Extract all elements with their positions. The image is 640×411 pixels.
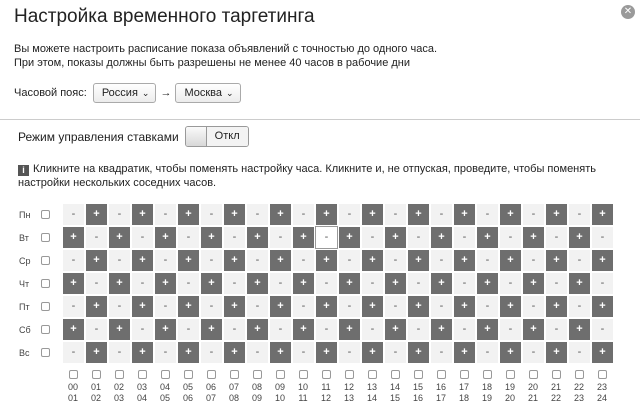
hour-cell[interactable]: + [63,319,84,340]
hour-cell[interactable]: - [385,342,406,363]
hour-cell[interactable]: + [63,227,84,248]
hour-start-label: 02 [113,382,124,392]
hour-start-label: 18 [481,382,492,392]
hour-start-label: 14 [389,382,400,392]
hour-start-label: 10 [297,382,308,392]
hour-cell[interactable]: + [86,250,107,271]
hour-cell[interactable]: + [132,204,153,225]
hour-cell[interactable]: + [339,273,360,294]
hour-cell[interactable]: + [316,204,337,225]
hour-cell[interactable]: - [431,250,452,271]
hour-start-label: 07 [228,382,239,392]
dialog-title: Настройка временного таргетинга [14,6,315,27]
hour-cell[interactable]: - [293,250,314,271]
hour-cell[interactable]: - [546,319,567,340]
hour-cell[interactable]: + [477,319,498,340]
hour-cell[interactable]: - [247,342,268,363]
hour-checkbox[interactable] [92,370,101,379]
info-icon: i [18,165,29,176]
hour-cell[interactable]: - [523,296,544,317]
hour-start-label: 17 [458,382,469,392]
hour-cell[interactable]: - [63,250,84,271]
hour-checkbox[interactable] [184,370,193,379]
close-icon[interactable]: ✕ [621,5,635,19]
hour-cell[interactable]: - [362,273,383,294]
hour-checkbox[interactable] [598,370,607,379]
hour-cell[interactable]: - [316,227,337,248]
hour-cell[interactable]: + [431,227,452,248]
hour-end-label: 20 [504,393,515,403]
hour-cell[interactable]: + [362,250,383,271]
hour-cell[interactable]: - [224,273,245,294]
hour-cell[interactable]: - [385,250,406,271]
hour-checkbox[interactable] [414,370,423,379]
hour-start-label: 09 [274,382,285,392]
hour-start-label: 21 [550,382,561,392]
hour-cell[interactable]: - [293,342,314,363]
hour-cell[interactable]: + [408,296,429,317]
hour-cell[interactable]: + [408,204,429,225]
hour-checkbox[interactable] [391,370,400,379]
hour-cell[interactable]: + [224,250,245,271]
hour-cell[interactable]: + [247,227,268,248]
hour-cell[interactable]: + [155,227,176,248]
hour-end-label: 10 [274,393,285,403]
hour-cell[interactable]: - [86,227,107,248]
hour-cell[interactable]: + [477,227,498,248]
hour-cell[interactable]: + [500,204,521,225]
hour-cell[interactable]: + [569,227,590,248]
hour-cell[interactable]: + [86,342,107,363]
country-value: Россия [101,87,138,99]
hour-checkbox[interactable] [276,370,285,379]
hour-cell[interactable]: + [132,250,153,271]
info-text: Кликните на квадратик, чтобы поменять настройку часа. Кликните и, не отпуская, проведите, чтобы поменять настройки нескольких соседних часов. [18,163,596,189]
hour-end-label: 07 [205,393,216,403]
hour-cell[interactable]: + [270,296,291,317]
hour-cell[interactable]: + [385,227,406,248]
city-value: Москва [184,87,223,99]
hour-cell[interactable]: - [431,204,452,225]
hour-cell[interactable]: - [592,227,613,248]
hour-cell[interactable]: - [63,296,84,317]
hour-cell[interactable]: - [362,227,383,248]
hour-cell[interactable]: - [546,273,567,294]
hour-end-label: 12 [320,393,331,403]
hour-checkbox[interactable] [115,370,124,379]
hour-cell[interactable]: - [224,319,245,340]
hour-cell[interactable]: - [247,296,268,317]
hour-end-label: 03 [113,393,124,403]
hour-cell[interactable]: - [132,273,153,294]
hour-start-label: 00 [67,382,78,392]
hour-cell[interactable]: + [247,319,268,340]
hour-cell[interactable]: - [569,342,590,363]
hour-cell[interactable]: - [569,204,590,225]
hour-cell[interactable]: - [293,204,314,225]
hour-start-label: 05 [182,382,193,392]
hour-start-label: 20 [527,382,538,392]
hour-cell[interactable]: + [592,296,613,317]
hour-cell[interactable]: + [293,227,314,248]
day-label: Сб [19,325,31,335]
timezone-row [14,83,241,103]
hour-checkbox[interactable] [552,370,561,379]
hour-cell[interactable]: + [224,296,245,317]
hour-cell[interactable]: + [316,342,337,363]
hour-cell[interactable]: - [270,273,291,294]
hour-cell[interactable]: - [201,342,222,363]
hour-cell[interactable]: + [592,250,613,271]
hour-cell[interactable]: - [270,319,291,340]
hour-start-label: 08 [251,382,262,392]
hour-cell[interactable]: + [408,250,429,271]
hour-end-label: 21 [527,393,538,403]
hour-cell[interactable]: + [385,273,406,294]
hour-cell[interactable]: - [569,250,590,271]
hour-start-label: 19 [504,382,515,392]
hour-start-label: 16 [435,382,446,392]
day-label: Ср [19,256,31,266]
hour-end-label: 18 [458,393,469,403]
hour-cell[interactable]: - [546,227,567,248]
day-checkbox[interactable] [41,210,50,219]
hour-cell[interactable]: + [408,342,429,363]
hour-cell[interactable]: + [546,342,567,363]
hour-cell[interactable]: + [201,227,222,248]
hour-start-label: 11 [321,382,331,392]
hour-cell[interactable]: + [592,342,613,363]
bid-mode-label: Режим управления ставками [18,129,179,144]
hour-end-label: 08 [228,393,239,403]
hour-cell[interactable]: + [270,250,291,271]
hour-cell[interactable]: + [270,204,291,225]
hour-cell[interactable]: + [86,204,107,225]
hour-checkbox[interactable] [253,370,262,379]
hour-cell[interactable]: + [454,204,475,225]
hour-cell[interactable]: - [155,342,176,363]
hour-checkbox[interactable] [299,370,308,379]
hour-end-label: 17 [435,393,446,403]
hour-checkbox[interactable] [322,370,331,379]
hour-cell[interactable]: - [339,296,360,317]
hour-end-label: 06 [182,393,193,403]
hour-cell[interactable]: + [523,273,544,294]
hour-end-label: 23 [573,393,584,403]
hour-cell[interactable]: - [178,227,199,248]
hour-cell[interactable]: + [339,227,360,248]
hour-cell[interactable]: - [201,296,222,317]
hour-checkbox[interactable] [575,370,584,379]
hour-cell[interactable]: + [178,342,199,363]
hour-cell[interactable]: + [339,319,360,340]
hour-cell[interactable]: + [546,296,567,317]
hour-cell[interactable]: - [431,342,452,363]
day-checkbox[interactable] [41,233,50,242]
hour-cell[interactable]: + [201,273,222,294]
hour-cell[interactable]: + [155,319,176,340]
hour-end-label: 13 [343,393,354,403]
hour-cell[interactable]: + [385,319,406,340]
hour-cell[interactable]: - [500,319,521,340]
hour-end-label: 04 [136,393,147,403]
timezone-label: Часовой пояс: [14,87,87,99]
hour-cell[interactable]: - [592,319,613,340]
hour-cell[interactable]: - [270,227,291,248]
hour-checkbox[interactable] [69,370,78,379]
hour-cell[interactable]: + [224,342,245,363]
hour-cell[interactable]: + [86,296,107,317]
hour-cell[interactable]: + [132,296,153,317]
hour-cell[interactable]: - [385,296,406,317]
section-divider [0,119,640,120]
hour-cell[interactable]: + [178,296,199,317]
hour-end-label: 02 [90,393,101,403]
info-hint [18,162,608,190]
hour-start-label: 15 [412,382,423,392]
hour-cell[interactable]: - [454,319,475,340]
day-checkbox[interactable] [41,348,50,357]
hour-cell[interactable]: - [477,250,498,271]
hour-cell[interactable]: + [63,273,84,294]
bid-mode-row [18,126,249,147]
hour-cell[interactable]: - [408,273,429,294]
hour-cell[interactable]: - [178,273,199,294]
country-select[interactable] [93,83,157,103]
hour-cell[interactable]: - [155,250,176,271]
hour-cell[interactable]: - [109,296,130,317]
hour-cell[interactable]: + [477,273,498,294]
description-line-2: При этом, показы должны быть разрешены не менее 40 часов в рабочие дни [14,57,411,69]
toggle-state: Откл [207,127,248,146]
hour-checkbox[interactable] [483,370,492,379]
hour-cell[interactable]: + [247,273,268,294]
hour-cell[interactable]: + [178,204,199,225]
hour-start-label: 01 [90,382,101,392]
chevron-down-icon: ⌄ [226,88,234,98]
day-checkbox[interactable] [41,325,50,334]
hour-cell[interactable]: + [362,296,383,317]
hour-cell[interactable]: - [339,342,360,363]
hour-cell[interactable]: - [523,250,544,271]
hour-cell[interactable]: - [132,227,153,248]
hour-cell[interactable]: + [500,250,521,271]
hour-cell[interactable]: + [178,250,199,271]
dialog-description [14,42,437,70]
hour-end-label: 24 [596,393,607,403]
hour-cell[interactable]: + [523,319,544,340]
hour-start-label: 22 [573,382,584,392]
hour-end-label: 15 [389,393,400,403]
hour-cell[interactable]: - [477,204,498,225]
hour-checkbox[interactable] [161,370,170,379]
hour-checkbox[interactable] [230,370,239,379]
hour-end-label: 11 [298,393,308,403]
city-select[interactable] [175,83,240,103]
hour-cell[interactable]: + [454,296,475,317]
day-label: Чт [19,279,30,289]
description-line-1: Вы можете настроить расписание показа объявлений с точностью до одного часа. [14,43,438,55]
hour-cell[interactable]: - [316,273,337,294]
hour-cell[interactable]: - [155,204,176,225]
hour-checkbox[interactable] [529,370,538,379]
hour-cell[interactable]: + [569,319,590,340]
hour-cell[interactable]: + [109,273,130,294]
hour-cell[interactable]: + [293,273,314,294]
hour-cell[interactable]: - [339,250,360,271]
hour-cell[interactable]: - [454,227,475,248]
hour-cell[interactable]: - [132,319,153,340]
chevron-down-icon: ⌄ [141,88,150,98]
day-checkbox[interactable] [41,279,50,288]
hour-cell[interactable]: + [362,342,383,363]
hour-cell[interactable]: - [86,319,107,340]
hour-cell[interactable]: - [385,204,406,225]
hour-cell[interactable]: - [109,250,130,271]
hour-cell[interactable]: - [109,342,130,363]
hour-cell[interactable]: - [477,296,498,317]
hour-cell[interactable]: - [293,296,314,317]
hour-cell[interactable]: + [500,296,521,317]
hour-end-label: 22 [550,393,561,403]
day-label: Вт [19,233,29,243]
hour-cell[interactable]: - [454,273,475,294]
hour-cell[interactable]: + [109,319,130,340]
hour-checkbox[interactable] [460,370,469,379]
hour-start-label: 23 [596,382,607,392]
hour-cell[interactable]: - [247,250,268,271]
day-label: Пт [19,302,30,312]
hour-checkbox[interactable] [368,370,377,379]
hour-cell[interactable]: - [431,296,452,317]
hour-cell[interactable]: - [569,296,590,317]
hour-checkbox[interactable] [138,370,147,379]
hour-cell[interactable]: - [316,319,337,340]
hour-end-label: 05 [159,393,170,403]
hour-cell[interactable]: - [477,342,498,363]
day-checkbox[interactable] [41,302,50,311]
hour-start-label: 12 [343,382,354,392]
hour-cell[interactable]: - [362,319,383,340]
hour-cell[interactable]: - [178,319,199,340]
hour-cell[interactable]: - [339,204,360,225]
hour-cell[interactable]: + [270,342,291,363]
bid-mode-toggle[interactable] [185,126,249,147]
hour-cell[interactable]: + [523,227,544,248]
hour-cell[interactable]: + [454,250,475,271]
hour-cell[interactable]: - [408,227,429,248]
hour-cell[interactable]: - [500,227,521,248]
hour-cell[interactable]: + [454,342,475,363]
hour-cell[interactable]: - [63,342,84,363]
hour-cell[interactable]: - [109,204,130,225]
hour-cell[interactable]: + [293,319,314,340]
hour-cell[interactable]: - [155,296,176,317]
hour-cell[interactable]: - [592,273,613,294]
hour-cell[interactable]: + [592,204,613,225]
hour-cell[interactable]: - [523,342,544,363]
hour-start-label: 04 [159,382,170,392]
hour-cell[interactable]: + [201,319,222,340]
hour-end-label: 01 [67,393,78,403]
hour-cell[interactable]: - [201,250,222,271]
arrow-right-icon: → [160,87,172,99]
hour-checkbox[interactable] [207,370,216,379]
hour-cell[interactable]: + [316,296,337,317]
hour-end-label: 09 [251,393,262,403]
day-label: Пн [19,210,31,220]
hour-cell[interactable]: + [362,204,383,225]
hour-cell[interactable]: + [431,273,452,294]
hour-cell[interactable]: + [155,273,176,294]
hour-cell[interactable]: - [523,204,544,225]
hour-start-label: 06 [205,382,216,392]
hour-cell[interactable]: - [86,273,107,294]
hour-checkbox[interactable] [506,370,515,379]
hour-cell[interactable]: + [431,319,452,340]
hour-cell[interactable]: + [500,342,521,363]
hour-cell[interactable]: - [247,204,268,225]
toggle-knob[interactable] [186,127,207,146]
hour-end-label: 14 [366,393,377,403]
day-checkbox[interactable] [41,256,50,265]
hour-cell[interactable]: - [201,204,222,225]
hour-cell[interactable]: - [500,273,521,294]
hour-cell[interactable]: + [569,273,590,294]
hour-end-label: 19 [481,393,492,403]
hour-cell[interactable]: + [109,227,130,248]
hour-end-label: 16 [412,393,423,403]
hour-cell[interactable]: - [408,319,429,340]
hour-cell[interactable]: - [224,227,245,248]
hour-checkbox[interactable] [345,370,354,379]
hour-cell[interactable]: + [316,250,337,271]
day-label: Вс [19,348,30,358]
hour-cell[interactable]: + [132,342,153,363]
hour-start-label: 03 [136,382,147,392]
hour-cell[interactable]: + [546,204,567,225]
hour-cell[interactable]: + [224,204,245,225]
hour-cell[interactable]: - [63,204,84,225]
hour-checkbox[interactable] [437,370,446,379]
hour-cell[interactable]: + [546,250,567,271]
hour-start-label: 13 [366,382,377,392]
